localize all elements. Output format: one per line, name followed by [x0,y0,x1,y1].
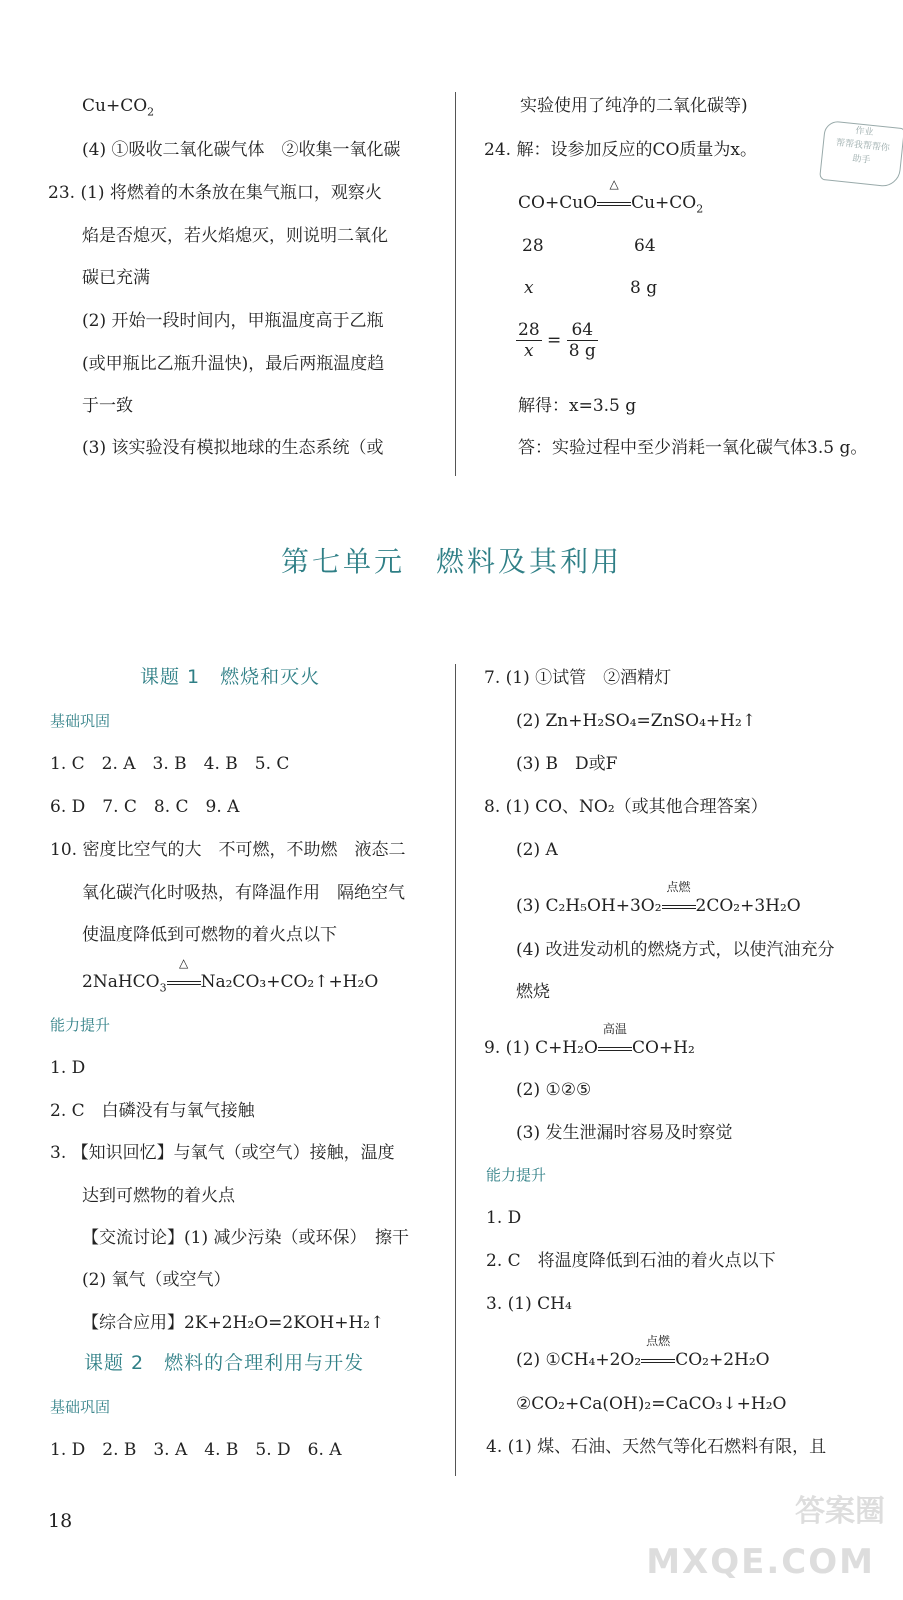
section-heading: 能力提升 [50,1016,111,1034]
equation: 9. (1) C+H₂O 高温 CO+H₂ [484,1022,695,1058]
watermark-logo: 答案圈 [795,1494,885,1529]
text-line: 【综合应用】2K+2H₂O=2KOH+H₂↑ [82,1313,385,1333]
section-heading: 基础巩固 [50,712,111,730]
text-line: 解得：x=3.5 g [518,396,637,416]
equation: (3) C₂H₅OH+3O₂ 点燃 2CO₂+3H₂O [516,880,801,916]
text-line: (4) ①吸收二氧化碳气体 ②收集一氧化碳 [82,140,401,160]
text-line: x [524,278,534,298]
text-line: 23. (1) 将燃着的木条放在集气瓶口，观察火 [48,183,382,203]
stamp-logo: 作业 帮帮我帮帮你 助手 [819,120,903,188]
text-line: 1. D 2. B 3. A 4. B 5. D 6. A [50,1440,342,1460]
text-line: 10. 密度比空气的大 不可燃，不助燃 液态二 [50,840,406,860]
text-line: 1. C 2. A 3. B 4. B 5. C [50,754,290,774]
text-line: 焰是否熄灭，若火焰熄灭，则说明二氧化 [82,226,388,246]
equation: (2) ①CH₄+2O₂ 点燃 CO₂+2H₂O [516,1334,770,1370]
text-line: (3) B D或F [516,754,618,774]
text-line: 使温度降低到可燃物的着火点以下 [82,925,337,945]
text-line: 答：实验过程中至少消耗一氧化碳气体3.5 g。 [518,438,868,458]
text-line: (3) 该实验没有模拟地球的生态系统（或 [82,438,384,458]
lesson-heading: 课题 2 燃料的合理利用与开发 [84,1352,365,1374]
text-line: 【交流讨论】(1) 减少污染（或环保） 擦干 [82,1228,409,1248]
text-line: 实验使用了纯净的二氧化碳等) [520,96,748,116]
fraction-equation: $\frac{28}{x}$ = $\frac{64}{8 g}$ [518,320,596,362]
text-line: 64 [634,236,656,256]
text-line: 24. 解：设参加反应的CO质量为x。 [484,140,757,160]
column-divider [455,92,456,476]
text-line: 1. D [50,1058,86,1078]
text-line: 3. 【知识回忆】与氧气（或空气）接触，温度 [50,1143,395,1163]
text-line: 4. (1) 煤、石油、天然气等化石燃料有限，且 [486,1437,827,1457]
equation: CO+CuO △ $Cu+CO_2$ [518,177,704,216]
text-line: 8. (1) CO、NO₂（或其他合理答案） [484,797,768,817]
text-line: (或甲瓶比乙瓶升温快)，最后两瓶温度趋 [82,354,385,374]
text-line: (2) 氧气（或空气） [82,1270,231,1290]
text-line: 燃烧 [516,982,550,1002]
text-line: (3) 发生泄漏时容易及时察觉 [516,1123,733,1143]
text-line: 于一致 [82,396,133,416]
unit-title: 第七单元 燃料及其利用 [280,545,622,578]
text-line: 2. C 将温度降低到石油的着火点以下 [486,1251,776,1271]
text-line: (2) Zn+H₂SO₄=ZnSO₄+H₂↑ [516,711,757,731]
section-heading: 能力提升 [486,1166,547,1184]
text-line: 碳已充满 [82,268,150,288]
text-line: (2) ①②⑤ [516,1080,592,1100]
text-line: $Cu+CO_2$ [82,96,155,119]
section-heading: 基础巩固 [50,1398,111,1416]
page-number: 18 [48,1510,73,1532]
text-line: 2. C 白磷没有与氧气接触 [50,1101,255,1121]
text-line: 6. D 7. C 8. C 9. A [50,797,240,817]
text-line: ②CO₂+Ca(OH)₂=CaCO₃↓+H₂O [516,1394,787,1414]
text-line: 8 g [630,278,658,298]
lesson-heading: 课题 1 燃烧和灭火 [140,666,321,688]
text-line: 28 [522,236,544,256]
text-line: 达到可燃物的着火点 [82,1186,235,1206]
text-line: 3. (1) CH₄ [486,1294,572,1314]
column-divider [455,664,456,1476]
text-line: 7. (1) ①试管 ②酒精灯 [484,668,672,688]
text-line: (2) A [516,840,558,860]
equation: 2NaHCO$_3$ △ Na₂CO₃+CO₂↑+H₂O [82,956,379,995]
text-line: 1. D [486,1208,522,1228]
watermark-url: MXQE.COM [646,1542,875,1582]
text-line: (4) 改进发动机的燃烧方式，以使汽油充分 [516,940,835,960]
text-line: 氧化碳汽化时吸热，有降温作用 隔绝空气 [82,883,405,903]
text-line: (2) 开始一段时间内，甲瓶温度高于乙瓶 [82,311,384,331]
